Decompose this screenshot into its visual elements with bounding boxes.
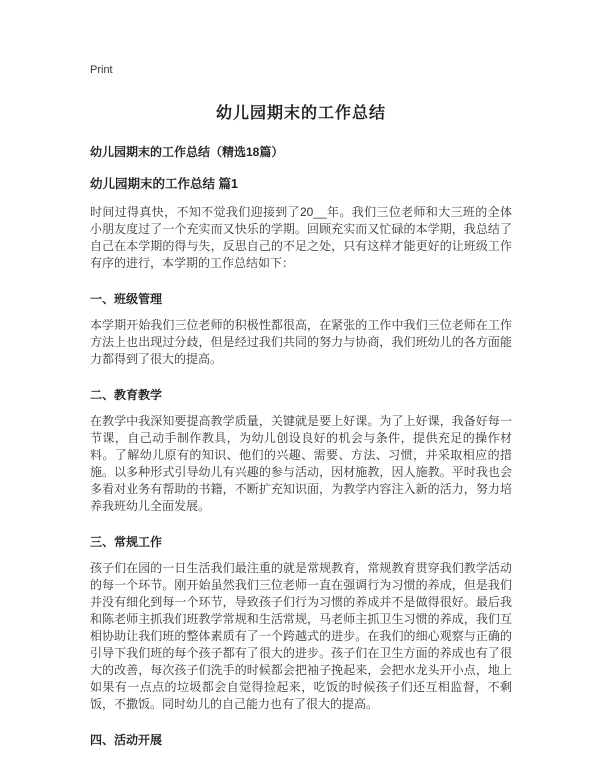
section-heading-class-management: 一、班级管理 [90, 292, 163, 306]
section-body-education-teaching: 在教学中我深知要提高教学质量，关键就是要上好课。为了上好课，我备好每一节课，自己动手制作教具，为幼儿创设良好的机会与条件，提供充足的操作材料。了解幼儿原有的知识、他们的兴趣、需要、方法、习惯，并采取相应的措施。以多种形式引导幼儿有兴趣的参与活动，因材施教，因人施教。平时我也会多看对业务有帮助的书籍，不断扩充知识面，为教学内容注入新的活力，努力培养我班幼儿全面发展。 [90, 414, 512, 513]
doc-subtitle: 幼儿园期末的工作总结（精选18篇） [90, 145, 284, 159]
section-body-routine-work: 孩子们在园的一日生活我们最注重的就是常规教育，常规教育贯穿我们教学活动的每一个环节。刚开始虽然我们三位老师一直在强调行为习惯的养成，但是我们并没有细化到每一个环节，导致孩子们行为习惯的养成并不是做得很好。最后我和陈老师主抓我们班教学常规和生活常规，马老师主抓卫生习惯的养成，我们互相协助让我们班的整体素质有了一个跨越式的进步。在我们的细心观察与正确的引导下我们班的每个孩子都有了很大的进步。孩子们在卫生方面的养成也有了很大的改善，每次孩子们洗手的时候都会把袖子挽起来，会把水龙头开小点，地上如果有一点点的垃圾都会自觉得捡起来，吃饭的时候孩子们还互相监督，不剩饭，不撒饭。同时幼儿的自己能力也有了很大的提高。 [90, 561, 512, 711]
section-heading-routine-work: 三、常规工作 [90, 535, 163, 549]
article-heading: 幼儿园期末的工作总结 篇1 [90, 177, 238, 191]
section-heading-education-teaching: 二、教育教学 [90, 388, 163, 402]
print-link[interactable]: Print [90, 64, 113, 76]
section-heading-activities: 四、活动开展 [90, 733, 163, 747]
page-title: 幼儿园期末的工作总结 [215, 105, 386, 122]
section-body-class-management: 本学期开始我们三位老师的积极性都很高，在紧张的工作中我们三位老师在工作方法上也出现过分歧，但是经过我们共同的努力与协商，我们班幼儿的各方面能力都得到了很大的提高。 [90, 318, 512, 366]
intro-paragraph: 时间过得真快，不知不觉我们迎接到了20__年。我们三位老师和大三班的全体小朋友度过了一个充实而又快乐的学期。回顾充实而又忙碌的本学期，我总结了自己在本学期的得与失，反思自己的不足之处，只有这样才能更好的让班级工作有序的进行，本学期的工作总结如下： [90, 205, 512, 270]
